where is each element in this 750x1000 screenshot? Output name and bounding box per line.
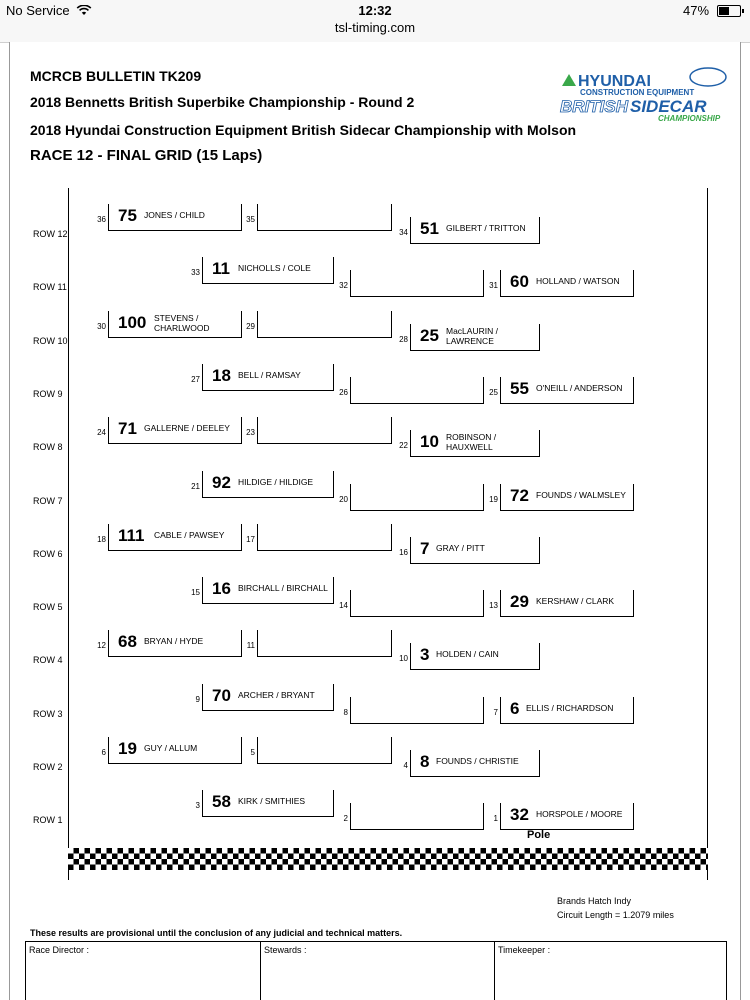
chequered-flag-line — [68, 848, 708, 870]
crew-names: CABLE / PAWSEY — [154, 529, 225, 540]
race-number: 29 — [510, 592, 529, 612]
crew-names: GUY / ALLUM — [144, 743, 198, 753]
grid-position-number: 5 — [250, 748, 255, 757]
grid-slot-empty — [350, 697, 484, 724]
logo-sidecar-icon — [690, 68, 726, 86]
grid-position-number: 35 — [246, 215, 255, 224]
stewards-cell: Stewards : — [261, 942, 495, 1000]
url-bar[interactable]: tsl-timing.com — [334, 20, 416, 35]
grid-position-number: 17 — [246, 534, 255, 544]
row-label: ROW 5 — [33, 602, 63, 613]
grid-position-number: 33 — [191, 268, 200, 278]
battery-percent: 47% — [683, 3, 710, 18]
logo-title-sidecar: SIDECAR — [630, 97, 707, 116]
grid-position-number: 25 — [489, 387, 498, 397]
grid-slot-empty — [350, 590, 484, 617]
grid-position-number: 9 — [195, 694, 200, 704]
crew-names: HOLLAND / WATSON — [536, 276, 620, 287]
crew-names: BELL / RAMSAY — [238, 369, 301, 380]
crew-names: O'NEILL / ANDERSON — [536, 382, 623, 393]
crew-names: KIRK / SMITHIES — [238, 796, 306, 807]
crew-names: GRAY / PITT — [436, 542, 485, 553]
grid-position-number: 16 — [399, 547, 408, 557]
logo-title-british: BRITISH — [560, 97, 628, 116]
race-number: 58 — [212, 792, 231, 812]
crew-names: MacLAURIN / — [446, 325, 498, 336]
championship-title: 2018 Hyundai Construction Equipment British Sidecar Championship with Molson — [30, 122, 577, 138]
grid-slot-empty — [350, 803, 484, 830]
grid-position-number: 24 — [97, 428, 106, 438]
grid-position-number: 21 — [191, 481, 200, 491]
row-label: ROW 4 — [33, 655, 63, 666]
row-label: ROW 3 — [33, 708, 63, 719]
grid-right-border — [707, 188, 708, 880]
race-number: 18 — [212, 365, 231, 385]
event-title: 2018 Bennetts British Superbike Championship - Round 2 — [30, 94, 415, 110]
grid-position-number: 15 — [191, 588, 200, 598]
logo-sub: CONSTRUCTION EQUIPMENT — [580, 88, 695, 97]
grid-position-number: 4 — [403, 761, 408, 770]
race-number: 100 — [118, 312, 147, 332]
grid-position-number: 29 — [246, 321, 255, 331]
row-label: ROW 2 — [33, 762, 63, 772]
grid-slot-empty — [350, 377, 484, 404]
logo-triangle-icon — [562, 74, 576, 86]
race-number: 75 — [118, 206, 137, 225]
race-number: 19 — [118, 739, 137, 758]
grid-position-number: 1 — [493, 814, 498, 824]
grid-position-number: 12 — [97, 641, 106, 651]
race-number: 51 — [420, 219, 439, 238]
grid-position-number: 10 — [399, 654, 408, 664]
crew-names: HOLDEN / CAIN — [436, 649, 499, 660]
crew-names: STEVENS / — [154, 312, 199, 323]
logo-title-championship: CHAMPIONSHIP — [658, 114, 721, 122]
row-label: ROW 10 — [33, 335, 68, 346]
race-number: 72 — [510, 485, 529, 505]
race-number: 71 — [118, 419, 137, 439]
crew-names: GALLERNE / DEELEY — [144, 423, 230, 434]
crew-names: BIRCHALL / BIRCHALL — [238, 583, 328, 594]
grid-position-number: 27 — [191, 374, 200, 384]
grid-slot-empty — [257, 630, 392, 657]
grid-left-border — [68, 188, 69, 880]
hyundai-sidecar-logo — [558, 66, 728, 122]
row-label: ROW 12 — [33, 229, 68, 239]
race-number: 3 — [420, 645, 430, 665]
crew-names: HORSPOLE / MOORE — [536, 809, 623, 820]
race-number: 70 — [212, 685, 231, 705]
grid-slot-empty — [350, 484, 484, 511]
crew-names: ELLIS / RICHARDSON — [526, 702, 614, 713]
grid-slot-empty — [257, 204, 392, 231]
race-number: 6 — [510, 698, 520, 718]
logo-brand: HYUNDAI — [578, 73, 651, 90]
pole-label: Pole — [527, 829, 551, 841]
crew-names: BRYAN / HYDE — [144, 636, 204, 647]
timekeeper-cell: Timekeeper : — [498, 945, 551, 955]
signature-table — [25, 941, 727, 1000]
grid-position-number: 6 — [101, 748, 106, 757]
grid-slot-empty — [257, 311, 392, 338]
grid-position-number: 23 — [246, 428, 255, 438]
crew-names: HAUXWELL — [446, 442, 493, 453]
race-number: 68 — [118, 632, 137, 652]
grid-slot-empty — [350, 270, 484, 297]
race-title: RACE 12 - FINAL GRID (15 Laps) — [30, 147, 263, 164]
grid-position-number: 2 — [343, 814, 348, 824]
grid-position-number: 26 — [339, 387, 348, 397]
grid-position-number: 36 — [97, 215, 106, 224]
row-label: ROW 11 — [33, 282, 67, 293]
race-number: 111 — [118, 525, 145, 545]
circuit-name: Brands Hatch Indy — [557, 896, 632, 906]
grid-position-number: 11 — [246, 641, 255, 651]
battery-icon — [717, 5, 741, 17]
race-director-cell: Race Director : — [26, 942, 261, 1000]
crew-names: NICHOLLS / COLE — [238, 263, 311, 274]
grid-position-number: 19 — [489, 494, 498, 504]
crew-names: JONES / CHILD — [144, 210, 205, 220]
grid-position-number: 28 — [399, 334, 408, 344]
row-label: ROW 1 — [33, 815, 63, 826]
crew-names: GILBERT / TRITTON — [446, 223, 526, 233]
crew-names: HILDIGE / HILDIGE — [238, 476, 314, 487]
race-number: 11 — [212, 259, 230, 279]
crew-names: FOUNDS / CHRISTIE — [436, 756, 519, 766]
grid-position-number: 34 — [399, 228, 408, 237]
clock: 12:32 — [358, 3, 392, 18]
grid-slot-empty — [257, 417, 392, 444]
row-label: ROW 9 — [33, 388, 63, 399]
grid-position-number: 13 — [489, 601, 498, 611]
bulletin-title: MCRCB BULLETIN TK209 — [30, 68, 202, 84]
race-number: 7 — [420, 538, 430, 558]
row-label: ROW 6 — [33, 548, 63, 559]
crew-names: KERSHAW / CLARK — [536, 596, 615, 607]
race-number: 32 — [510, 805, 529, 825]
grid-position-number: 7 — [493, 707, 498, 717]
grid-position-number: 8 — [343, 707, 348, 717]
grid-position-number: 20 — [339, 494, 348, 504]
crew-names: FOUNDS / WALMSLEY — [536, 489, 626, 500]
grid-slot-empty — [257, 737, 392, 764]
circuit-length: Circuit Length = 1.2079 miles — [557, 910, 674, 920]
grid-position-number: 31 — [489, 281, 498, 291]
carrier-text: No Service — [6, 3, 70, 18]
grid-position-number: 22 — [399, 441, 408, 451]
crew-names: ROBINSON / — [446, 432, 497, 443]
grid-position-number: 18 — [97, 534, 106, 544]
race-number: 25 — [420, 325, 439, 345]
race-number: 16 — [212, 579, 231, 599]
grid-position-number: 30 — [97, 321, 106, 331]
race-number: 92 — [212, 472, 231, 492]
race-number: 10 — [420, 432, 439, 452]
row-label: ROW 7 — [33, 495, 63, 506]
race-number: 60 — [510, 272, 529, 292]
crew-names: LAWRENCE — [446, 335, 494, 346]
grid-slot-empty — [257, 524, 392, 551]
crew-names: ARCHER / BRYANT — [238, 689, 315, 700]
race-number: 55 — [510, 378, 529, 398]
row-label: ROW 8 — [33, 442, 63, 453]
grid-position-number: 3 — [195, 801, 200, 811]
race-number: 8 — [420, 752, 430, 771]
crew-names: CHARLWOOD — [154, 322, 210, 333]
grid-position-number: 32 — [339, 281, 348, 291]
grid-position-number: 14 — [339, 601, 348, 611]
disclaimer: These results are provisional until the conclusion of any judicial and technical matters. — [30, 928, 403, 938]
